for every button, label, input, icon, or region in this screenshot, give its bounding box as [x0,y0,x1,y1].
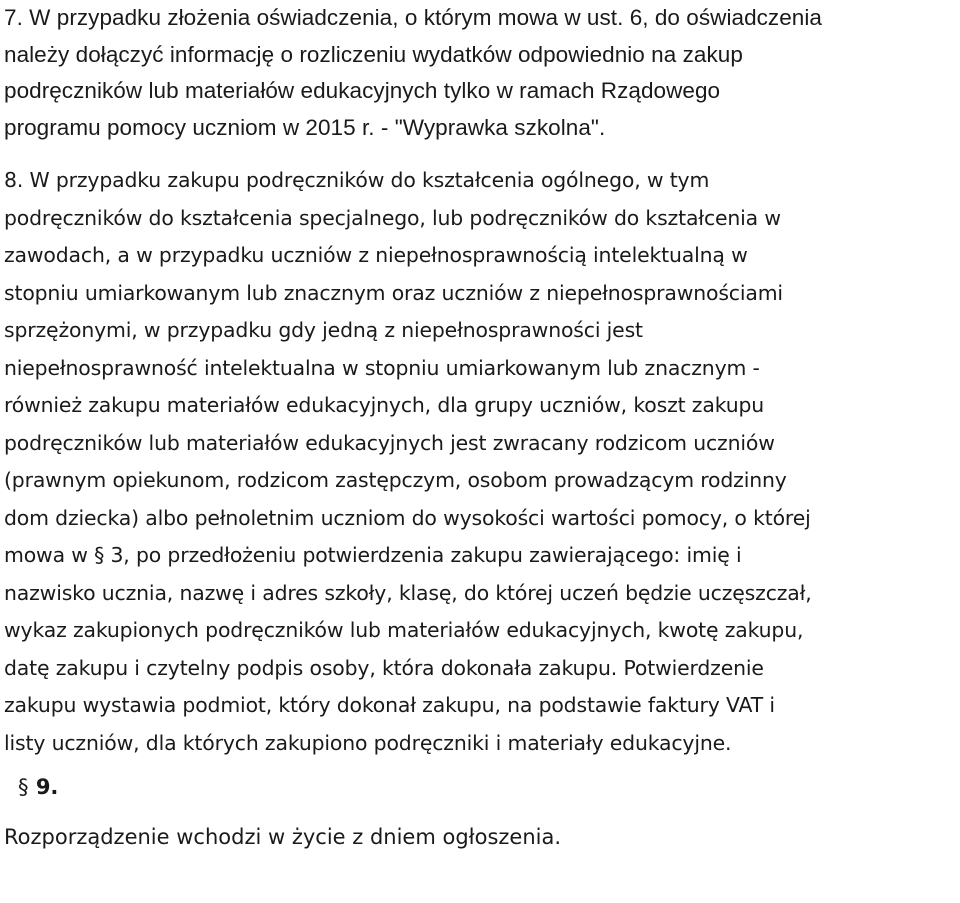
paragraph-8-line: podręczników lub materiałów edukacyjnych jest zwracany rodzicom uczniów [4,430,775,455]
paragraph-7-line: 7. W przypadku złożenia oświadczenia, o którym mowa w ust. 6, do oświadczenia [4,5,822,30]
paragraph-8-line: mowa w § 3, po przedłożeniu potwierdzenia zakupu zawierającego: imię i [4,543,742,568]
paragraph-7-line: należy dołączyć informację o rozliczeniu wydatków odpowiednio na zakup [4,41,743,67]
paragraph-8-line: dom dziecka) albo pełnoletnim uczniom do wysokości wartości pomocy, o której [4,505,811,530]
section-sign: § [18,775,29,800]
paragraph-8-line: stopniu umiarkowanym lub znacznym oraz uczniów z niepełnosprawnościami [4,280,783,305]
paragraph-8-line: 8. W przypadku zakupu podręczników do kształcenia ogólnego, w tym [4,168,710,193]
closing-statement: Rozporządzenie wchodzi w życie z dniem ogłoszenia. [4,825,562,850]
paragraph-7-line: podręczników lub materiałów edukacyjnych tylko w ramach Rządowego [4,78,721,104]
paragraph-7-line: programu pomocy uczniom w 2015 r. - "Wyprawka szkolna". [4,114,606,140]
paragraph-8-line: niepełnosprawność intelektualna w stopniu umiarkowanym lub znacznym - [4,355,760,380]
paragraph-8-line: również zakupu materiałów edukacyjnych, dla grupy uczniów, koszt zakupu [4,393,765,418]
paragraph-8-line: datę zakupu i czytelny podpis osoby, która dokonała zakupu. Potwierdzenie [4,655,764,680]
paragraph-8-line: wykaz zakupionych podręczników lub materiałów edukacyjnych, kwotę zakupu, [4,618,804,643]
paragraph-8-line: zakupu wystawia podmiot, który dokonał zakupu, na podstawie faktury VAT i [4,693,775,718]
paragraph-8-line: listy uczniów, dla których zakupiono podręczniki i materiały edukacyjne. [4,730,732,755]
paragraph-8-line: (prawnym opiekunom, rodzicom zastępczym, osobom prowadzącym rodzinny [4,468,787,493]
paragraph-8 [4,162,956,762]
paragraph-8-line: sprzężonymi, w przypadku gdy jedną z niepełnosprawności jest [4,318,643,343]
paragraph-8-line: zawodach, a w przypadku uczniów z niepełnosprawnością intelektualną w [4,243,748,268]
paragraph-7 [4,0,956,146]
section-heading-9 [4,769,956,805]
section-number: 9. [35,775,59,800]
document-page [4,0,956,855]
paragraph-8-line: podręczników do kształcenia specjalnego, lub podręczników do kształcenia w [4,205,781,230]
paragraph-8-line: nazwisko ucznia, nazwę i adres szkoły, klasę, do której uczeń będzie uczęszczał, [4,580,812,605]
